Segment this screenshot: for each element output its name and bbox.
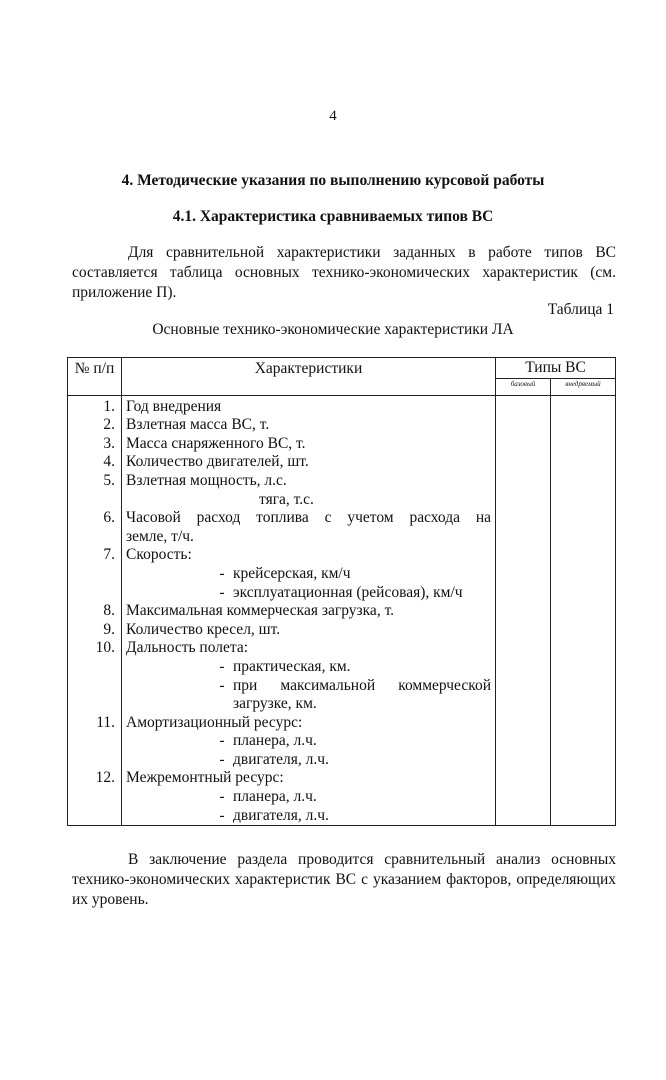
row-number [68, 788, 122, 807]
row-number: 5. [68, 472, 122, 491]
cell-base-type [496, 584, 551, 603]
cell-base-type [496, 769, 551, 788]
list-item-text: практическая, км. [233, 657, 351, 675]
dash-bullet: - [219, 806, 225, 824]
cell-new-type [551, 528, 616, 547]
row-characteristic [122, 788, 496, 807]
list-item-text: двигателя, л.ч. [233, 806, 329, 824]
table-row [68, 395, 616, 416]
row-characteristic [122, 602, 496, 621]
dash-bullet: - [219, 657, 225, 675]
cell-base-type [496, 435, 551, 454]
cell-base-type [496, 509, 551, 528]
table-row [68, 528, 616, 547]
row-text: Год внедрения [126, 397, 222, 415]
row-number: 3. [68, 435, 122, 454]
list-item-text: эксплуатационная (рейсовая), км/ч [233, 583, 463, 601]
cell-new-type [551, 677, 616, 714]
row-text: Взлетная масса ВС, т. [126, 416, 270, 434]
row-characteristic [122, 565, 496, 584]
cell-base-type [496, 472, 551, 491]
row-number [68, 677, 122, 714]
list-item [126, 732, 491, 751]
row-characteristic [122, 658, 496, 677]
subsection-heading: 4.1. Характеристика сравниваемых типов ВС [172, 208, 494, 225]
row-characteristic [122, 714, 496, 733]
row-text: Межремонтный ресурс: [126, 769, 284, 787]
cell-new-type [551, 491, 616, 510]
row-text: Количество кресел, шт. [126, 620, 281, 638]
table-row [68, 732, 616, 751]
list-item-text: планера, л.ч. [233, 788, 317, 806]
list-item [126, 788, 491, 807]
row-characteristic [122, 546, 496, 565]
row-text-continued: земле, т/ч. [126, 527, 194, 545]
row-characteristic [122, 491, 496, 510]
row-number [68, 565, 122, 584]
page-number: 4 [329, 108, 337, 124]
section-heading: 4. Методические указания по выполнению курсовой работы [121, 172, 545, 189]
cell-new-type [551, 435, 616, 454]
table-row [68, 807, 616, 826]
cell-new-type [551, 416, 616, 435]
table-row [68, 639, 616, 658]
cell-base-type [496, 639, 551, 658]
list-item-text: крейсерская, км/ч [233, 564, 351, 582]
cell-new-type [551, 639, 616, 658]
row-text: Масса снаряженного ВС, т. [126, 434, 306, 452]
cell-new-type [551, 769, 616, 788]
cell-base-type [496, 395, 551, 416]
table-row [68, 602, 616, 621]
cell-new-type [551, 509, 616, 528]
dash-bullet: - [219, 583, 225, 601]
row-characteristic [122, 769, 496, 788]
table-row [68, 788, 616, 807]
row-characteristic [122, 732, 496, 751]
row-characteristic [122, 639, 496, 658]
list-item [126, 565, 491, 584]
row-number: 12. [68, 769, 122, 788]
row-characteristic [122, 528, 496, 547]
table-row [68, 658, 616, 677]
table-row [68, 584, 616, 603]
header-new-type: внедряемый [551, 378, 616, 395]
cell-new-type [551, 658, 616, 677]
list-item [126, 677, 491, 714]
list-item-text: планера, л.ч. [233, 732, 317, 750]
row-characteristic [122, 435, 496, 454]
list-item [126, 807, 491, 826]
table-row [68, 769, 616, 788]
row-characteristic [122, 751, 496, 770]
cell-new-type [551, 714, 616, 733]
row-number: 1. [68, 395, 122, 416]
list-item-text: при максимальной коммерческой загрузке, км. [233, 676, 491, 713]
table-row [68, 416, 616, 435]
cell-new-type [551, 807, 616, 826]
list-item [126, 584, 491, 603]
table-row [68, 453, 616, 472]
dash-bullet: - [219, 732, 225, 750]
row-number: 11. [68, 714, 122, 733]
row-characteristic [122, 621, 496, 640]
table-row [68, 546, 616, 565]
table-row [68, 509, 616, 528]
row-number [68, 491, 122, 510]
cell-new-type [551, 472, 616, 491]
row-number: 10. [68, 639, 122, 658]
dash-bullet: - [219, 676, 225, 694]
table-row [68, 677, 616, 714]
row-number [68, 751, 122, 770]
row-number [68, 528, 122, 547]
row-number [68, 584, 122, 603]
dash-bullet: - [219, 788, 225, 806]
row-number: 4. [68, 453, 122, 472]
row-characteristic [122, 584, 496, 603]
row-characteristic [122, 677, 496, 714]
cell-base-type [496, 602, 551, 621]
row-characteristic [122, 472, 496, 491]
row-number [68, 732, 122, 751]
cell-base-type [496, 788, 551, 807]
row-text: Амортизационный ресурс: [126, 713, 303, 731]
cell-base-type [496, 677, 551, 714]
list-item [126, 658, 491, 677]
header-characteristics: Характеристики [122, 358, 496, 396]
header-aircraft-types: Типы ВС [496, 358, 616, 379]
closing-paragraph: В заключение раздела проводится сравнительный анализ основных технико-экономических характеристик ВС с указанием факторов, определяющих их уровень. [72, 851, 616, 908]
table-number: Таблица 1 [547, 301, 614, 318]
table-row [68, 714, 616, 733]
table-row [68, 621, 616, 640]
table-row [68, 491, 616, 510]
dash-bullet: - [219, 564, 225, 582]
cell-new-type [551, 453, 616, 472]
cell-base-type [496, 751, 551, 770]
cell-base-type [496, 453, 551, 472]
row-text: Часовой расход топлива с учетом расхода на [126, 509, 491, 527]
row-number: 6. [68, 509, 122, 528]
row-number [68, 807, 122, 826]
table-caption: Основные технико-экономические характеристики ЛА [152, 321, 514, 338]
row-characteristic [122, 395, 496, 416]
cell-base-type [496, 732, 551, 751]
list-item [126, 751, 491, 770]
row-number: 8. [68, 602, 122, 621]
table-row [68, 751, 616, 770]
cell-new-type [551, 395, 616, 416]
table-row [68, 472, 616, 491]
cell-base-type [496, 807, 551, 826]
row-text: Дальность полета: [126, 639, 249, 657]
intro-paragraph: Для сравнительной характеристики заданных в работе типов ВС составляется таблица основных технико-экономических характеристик (см. приложение П). [72, 244, 616, 301]
row-characteristic [122, 509, 496, 528]
cell-base-type [496, 528, 551, 547]
header-number: № п/п [68, 358, 122, 396]
table-header-row [68, 358, 616, 379]
row-text: Взлетная мощность, л.с. [126, 471, 287, 489]
cell-new-type [551, 732, 616, 751]
row-characteristic [122, 453, 496, 472]
characteristics-table [67, 357, 616, 826]
row-characteristic [122, 807, 496, 826]
cell-new-type [551, 751, 616, 770]
list-item-text: двигателя, л.ч. [233, 750, 329, 768]
cell-new-type [551, 788, 616, 807]
cell-base-type [496, 491, 551, 510]
table-row [68, 435, 616, 454]
row-text: Максимальная коммерческая загрузка, т. [126, 602, 395, 620]
cell-new-type [551, 546, 616, 565]
cell-base-type [496, 546, 551, 565]
row-text: Скорость: [126, 546, 192, 564]
table-row [68, 565, 616, 584]
row-subtext: тяга, т.с. [259, 490, 314, 508]
cell-base-type [496, 621, 551, 640]
cell-base-type [496, 565, 551, 584]
row-number: 2. [68, 416, 122, 435]
cell-base-type [496, 658, 551, 677]
header-base-type: базовый [496, 378, 551, 395]
row-number [68, 658, 122, 677]
row-number: 9. [68, 621, 122, 640]
dash-bullet: - [219, 750, 225, 768]
cell-new-type [551, 621, 616, 640]
cell-new-type [551, 602, 616, 621]
row-number: 7. [68, 546, 122, 565]
row-characteristic [122, 416, 496, 435]
row-text: Количество двигателей, шт. [126, 453, 309, 471]
cell-new-type [551, 565, 616, 584]
cell-base-type [496, 416, 551, 435]
cell-new-type [551, 584, 616, 603]
cell-base-type [496, 714, 551, 733]
